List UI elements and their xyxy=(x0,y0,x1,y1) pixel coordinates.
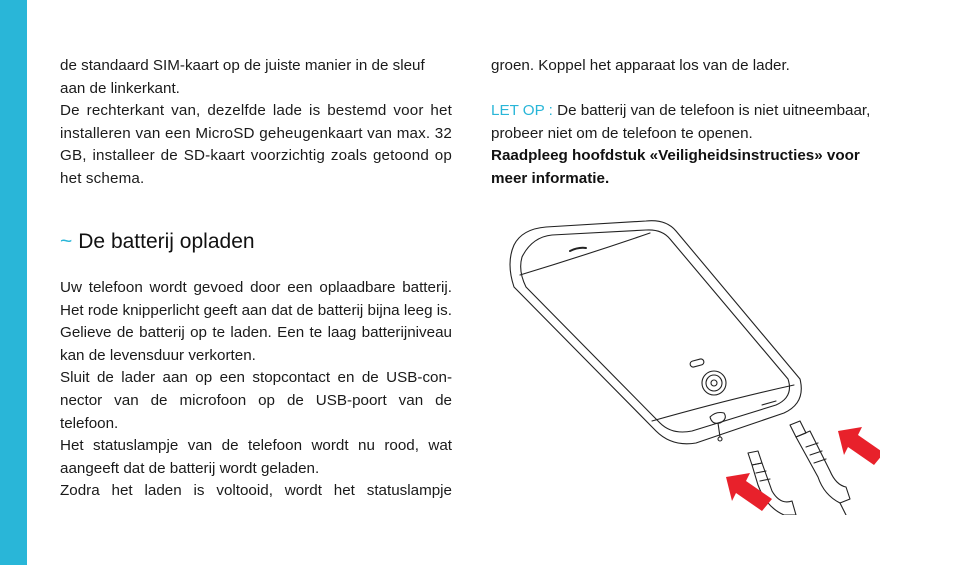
warning-note xyxy=(491,100,886,145)
safety-reference: Raadpleeg hoofdstuk «Veiligheidsinstructies» voor meer informatie. xyxy=(491,147,860,187)
right-column xyxy=(491,55,886,191)
section-heading xyxy=(60,228,255,256)
intro-line-2: aan de linkerkant. xyxy=(60,79,180,97)
accent-side-bar xyxy=(0,0,27,565)
microsd-paragraph: De rechterkant van, dezelfde lade is bestemd voor het installeren van een MicroSD geheugenkaart van max. 32 GB, installeer de SD-kaart voorzichtig zoals getoond op het schema. xyxy=(60,102,452,187)
connect-paragraph: Sluit de lader aan op een stopcontact en de USB-connector van de microfoon op de USB-poort van de telefoon. xyxy=(60,369,452,432)
phone-charging-illustration xyxy=(500,215,880,515)
left-column-top xyxy=(60,55,452,191)
continuation-text: groen. Koppel het apparaat los van de lader. xyxy=(491,57,790,74)
heading-tilde-mark: ~ xyxy=(60,230,73,253)
status-green-paragraph: Zodra het laden is voltooid, wordt het statuslampje xyxy=(60,482,452,500)
battery-paragraph: Uw telefoon wordt gevoed door een oplaadbare batterij. Het rode knipperlicht geeft aan dat de batterij bijna leeg is. Gelieve de batterij op te laden. Een te laag batterijniveau kan de levensduur verkorten. xyxy=(60,279,452,364)
section-heading-text: De batterij opladen xyxy=(78,230,255,253)
intro-line-1: de standaard SIM-kaart op de juiste manier in de sleuf xyxy=(60,57,425,74)
status-red-paragraph: Het statuslampje van de telefoon wordt nu rood, wat aangeeft dat de batterij wordt geladen. xyxy=(60,437,452,477)
note-label: LET OP : xyxy=(491,102,558,120)
note-text: De batterij van de telefoon is niet uitneembaar, probeer niet om de telefoon te openen. xyxy=(491,102,871,142)
red-arrow-icon xyxy=(726,427,880,511)
charging-instructions xyxy=(60,277,452,503)
